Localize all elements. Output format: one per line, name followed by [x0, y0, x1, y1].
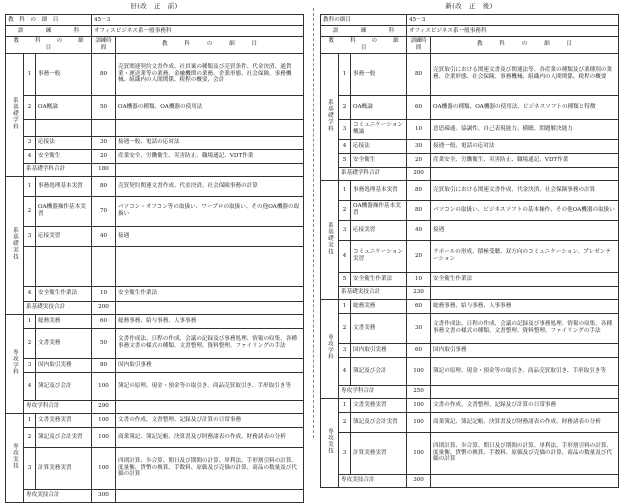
- category-cell: [321, 180, 339, 299]
- training-hours: 80: [407, 200, 431, 220]
- category-label: 専攻実技: [11, 442, 18, 470]
- subtotal-row: [321, 474, 619, 487]
- header-row-course: [321, 26, 619, 37]
- subtotal-hours: 300: [407, 474, 431, 487]
- row-number: 1: [339, 53, 351, 95]
- row-number: 1: [339, 299, 351, 313]
- subtotal-blank: [431, 286, 619, 299]
- row-number: 3: [24, 447, 36, 489]
- row-number: 4: [24, 149, 36, 163]
- subtotal-blank: [116, 400, 304, 413]
- subject-content: 総務事務、給与事務、人事事務: [116, 314, 304, 328]
- training-hours: [92, 119, 116, 136]
- row-number: 4: [24, 286, 36, 301]
- subtotal-label: 専攻実技合計: [339, 474, 407, 487]
- row-number: 3: [24, 226, 36, 246]
- subject-content: OA機器の種類、OA機器の使用法: [116, 95, 304, 119]
- category-label: 系基礎学科: [11, 96, 18, 130]
- table-row: [6, 328, 304, 358]
- training-hours: 60: [92, 314, 116, 328]
- subject-content: 文書作成法、日程の作成、会議の記録及び事務処理、情報の収集、各種事務文書の様式の種類、文書整理、資料整理、ファイリングの手法: [431, 313, 619, 343]
- subtotal-hours: 250: [407, 385, 431, 398]
- subtotal-row: [6, 400, 304, 413]
- subject-content: 四則計算、歩合算、期日及び期間の計算、単利法、手形割引料の計算、度量衡、貨幣の換算、手数料、原価及び売価の計算、商品の数量及び代価の計算: [431, 432, 619, 474]
- subject-content: 安全衛生作業法: [116, 286, 304, 301]
- subject-content: OA機器の種類、OA機器の使用法、ビジネスソフトの種類と特徴: [431, 95, 619, 119]
- subject-content: 接遇一般、電話の応対法: [431, 139, 619, 153]
- table-row: [6, 53, 304, 95]
- subject-content: 売買関連契約文書作成、社員案の種類及び売買条件、代金決済、通貨業・運送業等の業務、金融機関の業務、企業形態、社会保険、事務機械、組織内の人間関係、税程の概要、会計: [116, 53, 304, 95]
- subtotal-label: 系基礎実技合計: [24, 301, 92, 314]
- row-number: 2: [24, 427, 36, 447]
- subject-value: 45－3: [407, 15, 619, 26]
- row-number: 1: [24, 413, 36, 427]
- category-label: 系基礎実技: [11, 227, 18, 260]
- table-row: [321, 313, 619, 343]
- table-row: [6, 372, 304, 400]
- subtotal-label: 専攻学科合計: [24, 400, 92, 413]
- subtotal-hours: 200: [407, 167, 431, 180]
- row-number: [24, 246, 36, 286]
- subject-name: 安全衛生作業法: [36, 286, 92, 301]
- training-hours: 100: [407, 412, 431, 432]
- column-content: 教 科 の 細 目: [116, 37, 304, 54]
- subtotal-label: 系基礎実技合計: [339, 286, 407, 299]
- table-row: [6, 358, 304, 372]
- subject-name: 安全衛生: [351, 153, 407, 167]
- training-hours: 20: [407, 240, 431, 272]
- training-hours: 80: [407, 53, 431, 95]
- subject-content: パソコンの取扱い、ビジネスソフトの基本操作、その他OA機器の取扱い: [431, 200, 619, 220]
- training-hours: 100: [92, 447, 116, 489]
- subject-name: 文書実務: [36, 328, 92, 358]
- table-row: [6, 149, 304, 163]
- subject-name: 総務実務: [351, 299, 407, 313]
- category-label: 専攻実技: [326, 427, 333, 455]
- row-number: 3: [339, 432, 351, 474]
- row-number: 2: [339, 412, 351, 432]
- column-hours: 訓練時間: [92, 37, 116, 54]
- table-row: [321, 220, 619, 240]
- subject-name: 国内取引実務: [36, 358, 92, 372]
- training-hours: 80: [92, 176, 116, 196]
- table-row: [6, 447, 304, 489]
- training-hours: 40: [407, 220, 431, 240]
- subject-name: コミュニケーション実習: [351, 240, 407, 272]
- course-value: オフィスビジネス系一般事務科: [92, 26, 304, 37]
- training-hours: 50: [92, 95, 116, 119]
- subtotal-label: 専攻実技合計: [24, 489, 92, 502]
- table-row: [321, 357, 619, 385]
- subject-content: 商業簿記、簿記記帳、決算書及び財務諸表の作成、財務諸表の分析: [431, 412, 619, 432]
- subject-name: 事務一般: [351, 53, 407, 95]
- header-row-columns: [6, 37, 304, 54]
- training-hours: 30: [407, 313, 431, 343]
- subtotal-blank: [431, 474, 619, 487]
- table-row: [321, 240, 619, 272]
- table-row: [6, 95, 304, 119]
- header-row-subject: [321, 15, 619, 26]
- subject-content: 接遇: [116, 226, 304, 246]
- subject-content: [116, 119, 304, 136]
- row-number: 1: [339, 398, 351, 412]
- category-label: 専攻学科: [326, 333, 333, 361]
- subtotal-blank: [116, 163, 304, 176]
- subject-name: 応接実習: [36, 226, 92, 246]
- subject-name: 簿記及び会計実習: [36, 427, 92, 447]
- table-row: [321, 200, 619, 220]
- subject-name: OA概論: [351, 95, 407, 119]
- row-number: 2: [24, 196, 36, 226]
- training-hours: 80: [92, 53, 116, 95]
- subtotal-label: 専攻学科合計: [339, 385, 407, 398]
- subject-content: 文書の作成、文書整理、記録及び計算の日常事務: [431, 398, 619, 412]
- subject-name: [36, 246, 92, 286]
- subject-value: 45－3: [92, 15, 304, 26]
- training-hours: 100: [407, 398, 431, 412]
- subject-name: 安全衛生: [36, 149, 92, 163]
- subject-content: 売買契約関連文書作成、代金決済、社会保険事務の計算: [116, 176, 304, 196]
- table-row: [6, 246, 304, 286]
- subject-content: 商業簿記、簿記記帳、決算書及び財務諸表の作成、財務諸表の分析: [116, 427, 304, 447]
- subject-content: 産業安全、労働衛生、災害防止、職場通記、VDT作業: [116, 149, 304, 163]
- subtotal-row: [6, 163, 304, 176]
- table-row: [321, 180, 619, 200]
- subtotal-blank: [116, 489, 304, 502]
- subject-name: 簿記及び会計: [36, 372, 92, 400]
- subject-content: 文書の作成、文書整理、記録及び計算の日常事務: [116, 413, 304, 427]
- column-content: 教 科 の 細 目: [431, 37, 619, 54]
- table-row: [321, 343, 619, 357]
- row-number: [24, 119, 36, 136]
- row-number: 2: [339, 95, 351, 119]
- row-number: 1: [24, 53, 36, 95]
- subject-name: 応接法: [351, 139, 407, 153]
- training-hours: 30: [407, 139, 431, 153]
- training-hours: 80: [92, 358, 116, 372]
- category-cell: [321, 398, 339, 487]
- training-hours: 100: [407, 432, 431, 474]
- center-divider: [313, 8, 314, 438]
- column-subject: 教 科 の 細 目: [6, 37, 92, 54]
- header-row-subject: [6, 15, 304, 26]
- category-cell: [6, 413, 24, 502]
- column-subject: 教 科 の 細 目: [321, 37, 407, 54]
- table-row: [6, 286, 304, 301]
- training-hours: 70: [92, 196, 116, 226]
- training-hours: 40: [92, 226, 116, 246]
- subject-content: 接遇: [431, 220, 619, 240]
- row-number: 3: [339, 220, 351, 240]
- training-hours: 30: [92, 136, 116, 149]
- row-number: 2: [24, 95, 36, 119]
- row-number: 2: [339, 313, 351, 343]
- row-number: 2: [24, 328, 36, 358]
- subject-content: 国内取引事務: [116, 358, 304, 372]
- training-hours: 20: [407, 153, 431, 167]
- subtotal-label: 系基礎学科合計: [339, 167, 407, 180]
- course-label: 訓 練 科: [6, 26, 92, 37]
- subject-name: コミュニケーション概論: [351, 119, 407, 139]
- subject-name: 計算実務実習: [36, 447, 92, 489]
- right-curriculum-table: [320, 14, 619, 488]
- table-row: [6, 413, 304, 427]
- subject-content: 簿記の原理、現金・預金等の取引き、商品売買取引き、手形取引き等: [116, 372, 304, 400]
- left-panel-old: [5, 2, 303, 503]
- table-row: [321, 272, 619, 286]
- category-cell: [6, 53, 24, 176]
- subject-name: 事務一般: [36, 53, 92, 95]
- table-row: [321, 432, 619, 474]
- training-hours: 60: [407, 95, 431, 119]
- subject-name: 簿記及び会計: [351, 357, 407, 385]
- table-row: [321, 119, 619, 139]
- training-hours: 100: [92, 372, 116, 400]
- training-hours: 50: [92, 328, 116, 358]
- subject-name: 安全衛生作業法: [351, 272, 407, 286]
- subtotal-hours: 300: [92, 489, 116, 502]
- subject-content: 四則計算、歩合算、期日及び期間の計算、単利法、手形割引料の計算、度量衡、貨幣の換算、手数料、原価及び売価の計算、商品の数量及び代価の計算: [116, 447, 304, 489]
- training-hours: 20: [92, 149, 116, 163]
- subject-content: パソコン・オフコン等の取扱い、ワープロの取扱い、その他OA機器の取扱い: [116, 196, 304, 226]
- subtotal-blank: [116, 301, 304, 314]
- subject-name: 応接法: [36, 136, 92, 149]
- subject-name: 総務実務: [36, 314, 92, 328]
- subtotal-blank: [431, 385, 619, 398]
- category-label: 系基礎実技: [326, 221, 333, 255]
- table-row: [6, 427, 304, 447]
- row-number: 3: [24, 358, 36, 372]
- row-number: 4: [339, 357, 351, 385]
- subject-content: [116, 246, 304, 286]
- table-row: [6, 136, 304, 149]
- row-number: 5: [339, 153, 351, 167]
- subject-content: 売買取引における関連文書及び関連法等、各産業の種類及び業種別の業務、企業形態、社会保険、事務機械、組織内の人間関係、税程の概要: [431, 53, 619, 95]
- subtotal-row: [321, 286, 619, 299]
- category-label: 系基礎学科: [326, 98, 333, 132]
- category-cell: [6, 176, 24, 314]
- table-row: [321, 299, 619, 313]
- subject-name: 応接実習: [351, 220, 407, 240]
- subject-content: 意思疎通、協調性、自己表現能力、横聴、問題解決能力: [431, 119, 619, 139]
- subtotal-hours: 200: [92, 301, 116, 314]
- subject-content: 安全衛生作業法: [431, 272, 619, 286]
- subject-content: 接遇一般、電話の応対法: [116, 136, 304, 149]
- subject-name: [36, 119, 92, 136]
- training-hours: 60: [407, 343, 431, 357]
- subject-content: ラポールの形成、積極受聴、双方向のコミュニケーション、プレゼンテーション: [431, 240, 619, 272]
- subject-content: 国内取引事務: [431, 343, 619, 357]
- table-row: [6, 176, 304, 196]
- subject-name: 事務処理基本実習: [351, 180, 407, 200]
- subject-name: OA機器操作基本実習: [351, 200, 407, 220]
- row-number: 1: [24, 176, 36, 196]
- table-row: [6, 314, 304, 328]
- training-hours: 10: [407, 272, 431, 286]
- subtotal-row: [321, 167, 619, 180]
- subject-name: 事務処理基本実習: [36, 176, 92, 196]
- category-label: 専攻学科: [11, 348, 18, 376]
- training-hours: [92, 246, 116, 286]
- row-number: 5: [339, 272, 351, 286]
- training-hours: 60: [407, 299, 431, 313]
- category-cell: [321, 299, 339, 398]
- subject-content: 売買取引における関連文書作成、代金決済、社会保険事務の計算: [431, 180, 619, 200]
- course-value: オフィスビジネス系一般事務科: [407, 26, 619, 37]
- category-cell: [321, 53, 339, 180]
- subject-name: OA概論: [36, 95, 92, 119]
- subtotal-hours: 230: [407, 286, 431, 299]
- row-number: 2: [339, 200, 351, 220]
- row-number: 3: [339, 119, 351, 139]
- table-row: [6, 196, 304, 226]
- table-row: [321, 53, 619, 95]
- subject-content: 産業安全、労働衛生、災害防止、職場通記、VDT作業: [431, 153, 619, 167]
- subtotal-label: 系基礎学科合計: [24, 163, 92, 176]
- subject-name: 簿記及び会計実習: [351, 412, 407, 432]
- table-row: [321, 139, 619, 153]
- table-row: [321, 412, 619, 432]
- subject-name: OA機器操作基本実習: [36, 196, 92, 226]
- training-hours: 80: [407, 180, 431, 200]
- subject-name: 計算実務実習: [351, 432, 407, 474]
- subject-name: 文書実務実習: [351, 398, 407, 412]
- left-panel-title: 旧(改 正 前): [130, 2, 178, 10]
- row-number: 4: [339, 240, 351, 272]
- table-row: [321, 398, 619, 412]
- table-row: [6, 226, 304, 246]
- row-number: 4: [339, 139, 351, 153]
- subtotal-blank: [431, 167, 619, 180]
- course-label: 訓 練 科: [321, 26, 407, 37]
- table-row: [321, 153, 619, 167]
- subject-content: 簿記の原理、現金・預金等の取引き、商品売買取引き、手形取引き等: [431, 357, 619, 385]
- subject-name: 文書実務実習: [36, 413, 92, 427]
- subtotal-hours: 290: [92, 400, 116, 413]
- subtotal-row: [6, 301, 304, 314]
- subject-label: 教 科 の 細 目: [6, 15, 92, 26]
- left-curriculum-table: [5, 14, 304, 503]
- category-cell: [6, 314, 24, 413]
- row-number: 3: [339, 343, 351, 357]
- table-row: [6, 119, 304, 136]
- subject-content: 総務事務、給与事務、人事事務: [431, 299, 619, 313]
- training-hours: 10: [407, 119, 431, 139]
- header-row-course: [6, 26, 304, 37]
- row-number: 1: [24, 314, 36, 328]
- subject-label: 教科の細目: [321, 15, 407, 26]
- right-panel-title: 新(改 正 後): [445, 2, 493, 10]
- subtotal-hours: 180: [92, 163, 116, 176]
- subject-name: 文書実務: [351, 313, 407, 343]
- right-panel-new: [320, 2, 618, 488]
- header-row-columns: [321, 37, 619, 54]
- column-hours: 訓練時間: [407, 37, 431, 54]
- training-hours: 100: [92, 427, 116, 447]
- row-number: 4: [24, 372, 36, 400]
- subtotal-row: [6, 489, 304, 502]
- training-hours: 100: [92, 413, 116, 427]
- row-number: 1: [339, 180, 351, 200]
- subtotal-row: [321, 385, 619, 398]
- subject-content: 文書作成法、日程の作成、会議の記録及び事務処理、情報の収集、各種事務文書の様式の種類、文書整理、資料整理、ファイリングの手法: [116, 328, 304, 358]
- table-row: [321, 95, 619, 119]
- training-hours: 10: [92, 286, 116, 301]
- training-hours: 100: [407, 357, 431, 385]
- row-number: 3: [24, 136, 36, 149]
- subject-name: 国内取引実務: [351, 343, 407, 357]
